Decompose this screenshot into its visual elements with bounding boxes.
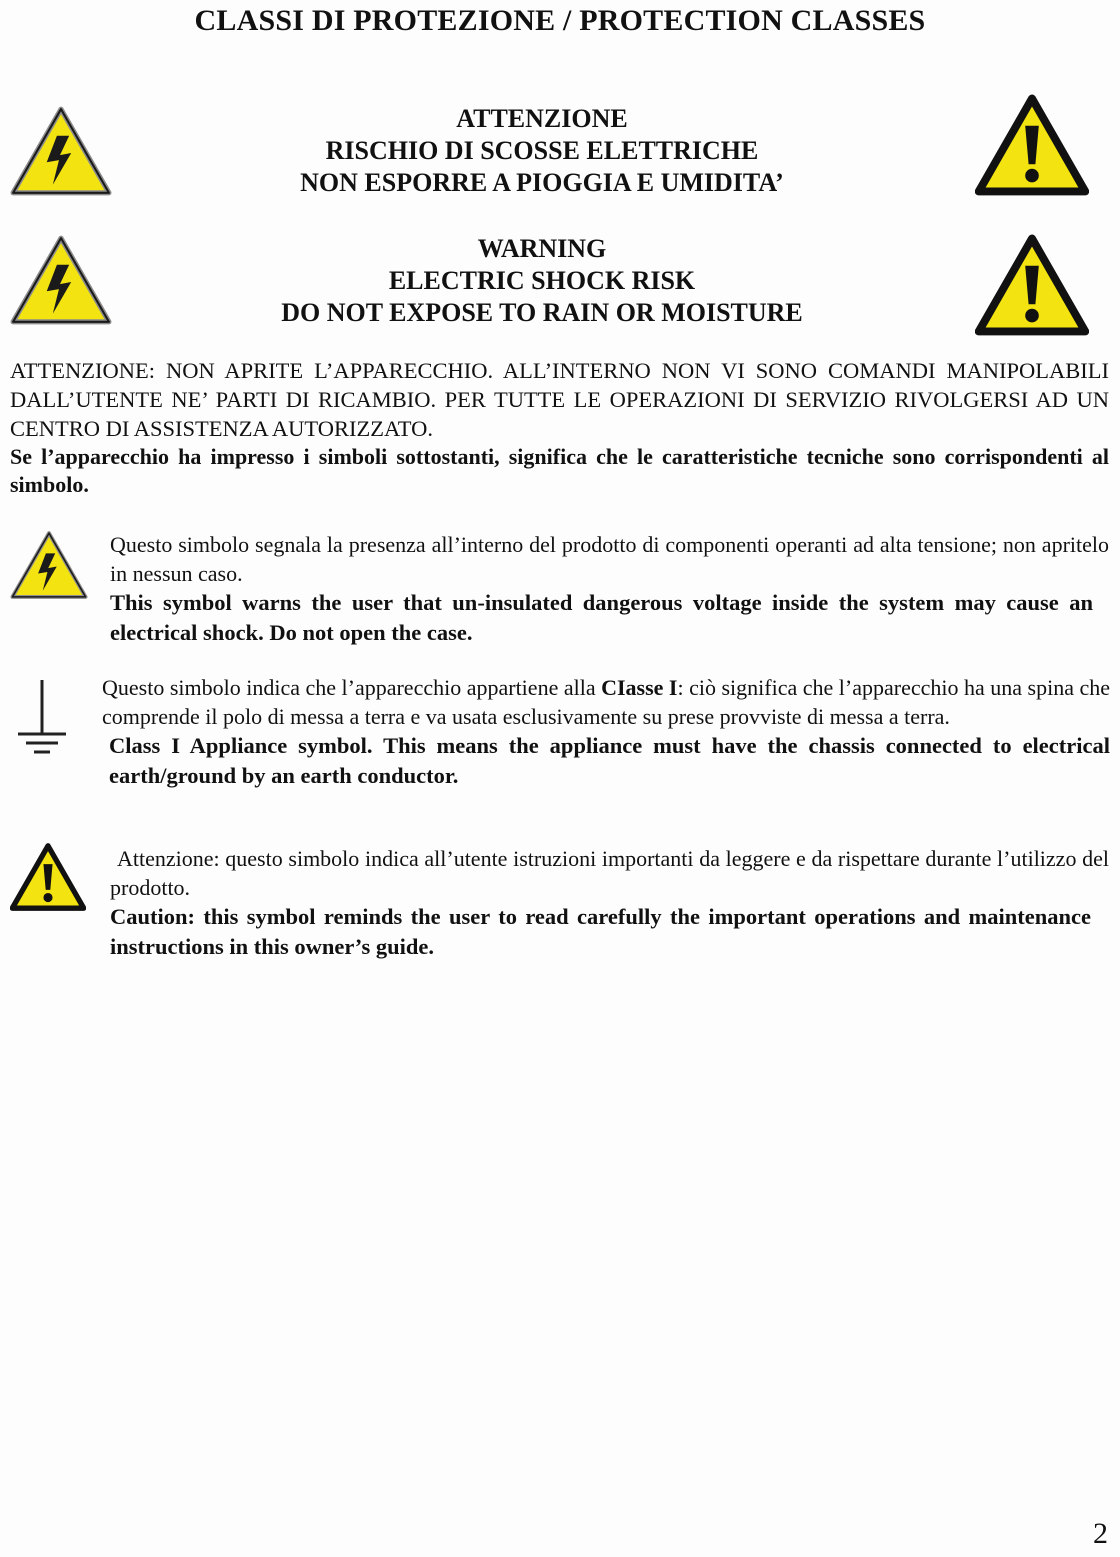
banner-en-line-3: DO NOT EXPOSE TO RAIN OR MOISTURE [281, 298, 803, 327]
voltage-text-english: This symbol warns the user that un-insulated dangerous voltage inside the system may cause an electrical shock. Do not open the case. [110, 590, 1093, 645]
voltage-text-italian: Questo simbolo segnala la presenza all’interno del prodotto di componenti operanti ad alta tensione; non apritelo in nessun caso. [110, 532, 1109, 586]
class1-text-italian [102, 673, 1110, 731]
banner-en-line-2: ELECTRIC SHOCK RISK [388, 266, 696, 295]
page-title: CLASSI DI PROTEZIONE / PROTECTION CLASSES [194, 4, 926, 37]
banner-it-line-3: NON ESPORRE A PIOGGIA E UMIDITA’ [300, 168, 784, 197]
service-warning-section [10, 356, 1109, 499]
caution-text-english: Caution: this symbol reminds the user to read carefully the important operations and maintenance instructions in this owner’s guide. [110, 904, 1091, 959]
page-number: 2 [1093, 1517, 1108, 1550]
symbol-caution-description [110, 844, 1109, 962]
class1-text-english: Class I Appliance symbol. This means the appliance must have the chassis connected to electrical earth/ground by an earth conductor. [109, 733, 1110, 788]
service-warning-text: ATTENZIONE: NON APRITE L’APPARECCHIO. ALL’INTERNO NON VI SONO COMANDI MANIPOLABILI DALL’UTENTE NE’ PARTI DI RICAMBIO. PER TUTTE LE OPERAZIONI DI SERVIZIO RIVOLGERSI AD UN CENTRO DI ASSISTENZA AUTORIZZATO. [10, 358, 1109, 441]
banner-it-line-2: RISCHIO DI SCOSSE ELETTRICHE [325, 136, 759, 165]
symbol-class1-description [102, 673, 1110, 791]
symbol-voltage-description [110, 530, 1109, 648]
banner-en-line-1: WARNING [477, 234, 607, 263]
exclamation-warning-icon [10, 842, 86, 912]
earth-ground-icon [12, 676, 72, 760]
class1-text-italian-part2: : ciò significa che l’apparecchio ha una spina che comprende il polo di messa a terra e va usata esclusivamente su prese provviste di messa a terra. [102, 675, 1110, 729]
exclamation-warning-icon [975, 234, 1089, 336]
caution-text-italian: Attenzione: questo simbolo indica all’utente istruzioni importanti da leggere e da rispettare durante l’utilizzo del prodotto. [110, 846, 1109, 900]
banner-it-line-1: ATTENZIONE [456, 104, 628, 133]
exclamation-warning-icon [975, 94, 1089, 196]
warning-banner-italian [0, 103, 1084, 199]
class1-text-italian-part1: Questo simbolo indica che l’apparecchio appartiene alla [102, 675, 602, 700]
symbols-note: Se l’apparecchio ha impresso i simboli sottostanti, significa che le caratteristiche tecniche sono corrispondenti al simbolo. [10, 444, 1109, 497]
high-voltage-icon [10, 530, 88, 600]
class1-label: CIasse I [601, 675, 678, 700]
warning-banner-english [0, 233, 1084, 329]
